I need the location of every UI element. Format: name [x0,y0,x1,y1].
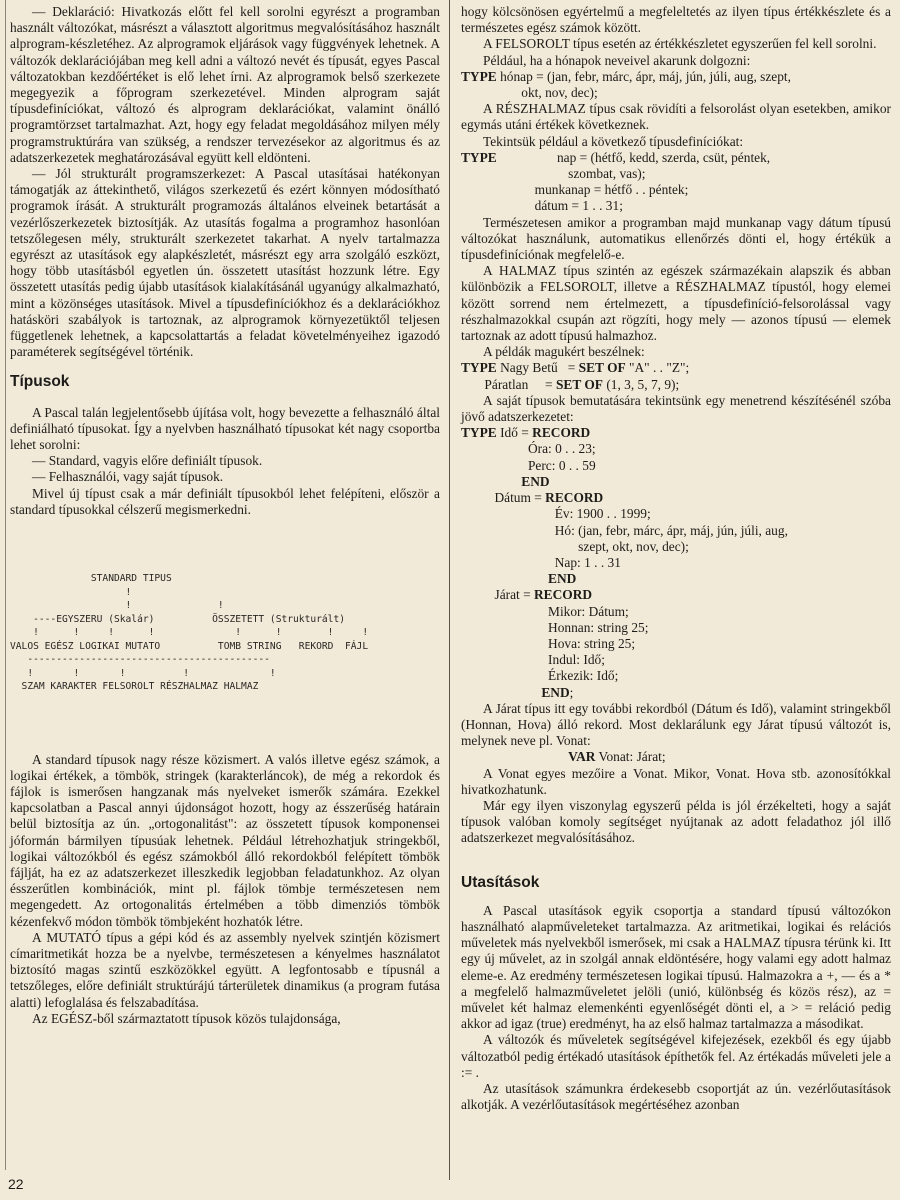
list-item-felhasznaloi: — Felhasználói, vagy saját típusok. [32,469,224,485]
paragraph-jarat: A Járat típus itt egy további rekordból (Dátum és Idő), valamint stringekből (Honnan, Hova) álló rekord. Most deklarálunk egy Járat típusú változót is, melynek neve pl. Vonat: [461,700,891,749]
code-honap: TYPE hónap = (jan, febr, márc, ápr, máj, jún, júli, aug, szept, okt, nov, dec); [461,68,792,101]
paragraph-vonat: A Vonat egyes mezőire a Vonat. Mikor, Vonat. Hova stb. azonosítókkal hivatkozhatunk. [461,765,891,797]
paragraph-reszhalmaz: A RÉSZHALMAZ típus csak rövidíti a felsorolást olyan esetekben, amikor egymás utáni értékek következnek. [461,101,891,133]
paragraph-deklaracio: — Deklaráció: Hivatkozás előtt fel kell sorolni egyrészt a programban használt változókat, másrészt a választott algoritmus megvalósításához használt alprogram-készletéhez. Az alprogramok eljárások vagy függvények lehetnek. A változók deklarációjában meg kell adni a változó nevét és típusát, egyes Pascal változatokban kezdőértéket is elő lehet írni. Az alprogramok belső szerkezete megegyezik a főprogram szerkezetével. Minden alprogram saját típusdefiníciókat, változó és alprogram deklarációkat, valamint önálló programtörzset tartalmazhat. Azt, hogy egy feladat megoldásához milyen mély programstruktúrára van szükség, a rendszer tervezésekor az algoritmus és az adatszerkezetek meghatározásával együtt kell eldönteni. [10,4,440,165]
paragraph-vezerlo: Az utasítások számunkra érdekesebb csoportját az ún. vezérlőutasítások alkotják. A vezérlőutasítások megértéséhez azonban [461,1081,891,1113]
page-number: 22 [8,1176,24,1192]
paragraph-sajat-tipusok: Már egy ilyen viszonylag egyszerű példa is jól érzékelteti, hogy a saját típusok valóban komoly segítséget nyújtanak az adott feladathoz jól illő adatszerkezet megvalósításához. [461,797,891,846]
paragraph-felsorolt: A FELSOROLT típus esetén az értékkészletet egyszerűen fel kell sorolni. [483,36,877,52]
paragraph-menetrend: A saját típusok bemutatására tekintsünk egy menetrend készítésénél szóba jövő adatszerkezetet: [461,392,891,425]
code-nap: TYPE nap = (hétfő, kedd, szerda, csüt, péntek, szombat, vas); munkanap = hétfő . . péntek; dátum = 1 . . 31; [461,149,771,214]
column-divider [449,0,450,1180]
paragraph-utasitasok: A Pascal utasítások egyik csoportja a standard típusú változókon használható alapműveleteket tartalmazza. Az aritmetikai, logikai és relációs műveletek más nyelvekből ismerősek, mi csak a HALMAZ típusra térünk ki. Itt egy új művelet, az in szolgál annak eldöntésére, hogy valami egy adott halmaz eleme-e. Az eredmény természetesen logikai típusú. Halmazokra a +, — és a * a megfelelő halmazműveletet jelöli (unió, különbség és közös rész), az = művelet két halmaz elemenkénti egyenlőségét dönti el, a > = reláció pedig akkor ad igaz (true) eredményt, ha az első halmaz tartalmazza a másodikat. [461,902,891,1032]
paragraph-kifejezesek: A változók és műveletek segítségével kifejezések, ezekből és egy újabb változatból pedig értékadó utasítások építhetők fel. Az értékadás műveleti jele a := . [461,1032,891,1080]
paragraph-tipusok-intro: A Pascal talán legjelentősebb újítása volt, hogy bevezette a felhasználó által definiálható típusokat. Így a nyelvben használható típusokat két nagy csoportba lehet sorolni: [10,404,440,453]
code-record: TYPE Idő = RECORD Óra: 0 . . 23; Perc: 0 . . 59 END Dátum = RECORD Év: 1900 . . 1999; Hó: (jan, febr, márc, ápr, máj, jún, júli, aug, szept, okt, nov, dec); Nap: 1 . . 31 END Járat = RECORD Mikor: Dátum; Honnan: string 25; Hova: string 25; Indul: Idő; Érkezik: Idő; END; [461,425,788,700]
paragraph-peldak: A példák magukért beszélnek: [483,344,645,360]
code-set: TYPE Nagy Betű = SET OF "A" . . "Z"; Páratlan = SET OF (1, 3, 5, 7, 9); [461,360,690,392]
paragraph-mutato: A MUTATÓ típus a gépi kód és az assembly nyelvek szintjén közismert címaritmetikát hozza be a nyelvbe, természetesen a kényelmes használatot biztosító magas szintű eszközökkel együtt. A legfontosabb e típusnál a tetszőleges, előre definiált struktúrájú tárterületek dinamikus (a program futása alatti) lefoglalása és felszabadítása. [10,929,440,1010]
paragraph-ellenorzes: Természetesen amikor a programban majd munkanap vagy dátum típusú változókat használunk, automatikus ellenőrzés dönti el, hogy értékük a típusdefiníciónak megfelelő-e. [461,214,891,263]
left-column [10,4,440,1027]
paragraph-standard-tipusok: A standard típusok nagy része közismert. A valós illetve egész számok, a logikai értékek, a tömbök, stringek (karakterláncok), de még a rekordok és fájlok is ismerősen hangzanak más nyelveket ismerők számára. Ezekkel kapcsolatban a Pascal annyi újdonságot hozott, hogy az ésszerűség határain belül biztosítja az ún. „ortogonalitást": az összetett típusok komponensei jóformán bármilyen típusúak lehetnek. Például létrehozhatjuk stringekből, logikai változókból és egész számokból álló rekordokból felépített tömbök fájlját, ha ez az adatszerkezet illeszkedik legjobban feladatunkhoz. Az olyan ésszerűtlen kombinációk, mint pl. fájlok tömbje természetesen nem megengedett. Az ortogonalitás értelmében a több dimenziós tömbök kézenfekvő módon tömbök tömbjeként hozhatók létre. [10,751,440,929]
right-column [461,4,891,1113]
paragraph-egesz: Az EGÉSZ-ből származtatott típusok közös tulajdonsága, [32,1010,341,1026]
paragraph-strukturalt: — Jól strukturált programszerkezet: A Pascal utasításai hatékonyan támogatják az áttekinthető, világos szerkezetű és ezért könnyen módosítható programok írását. A strukturált programozás általános elveinek betartását a vezérlőszerkezetek biztosítják. Az utasítás fogalma a programhoz hasonlóan tetszőlegesen mély, strukturált szerkezetet takarhat. A nyelv tartalmazza egyrészt az utasítások egy alapkészletét, másrészt egy arra szolgáló eszközt, hogy több utasításból egyetlen ún. összetett utasítást hozzunk létre. Egy összetett utasítás pedig újabb utasítások kialakításánál ugyanúgy alkalmazható, mint a közönséges utasítások. Mivel a típusdefiníciókhoz és a deklarációkhoz hatásköri szabályok is tartoznak, az alprogramok környezetüktől teljesen függetlenek lehetnek, a kapcsolattartás a feladat követelményeihez igazodó paraméterek segítségével történik. [10,166,440,360]
section-heading-tipusok: Típusok [10,373,70,391]
paragraph-pelda-honap: Például, ha a hónapok neveivel akarunk dolgozni: [483,52,751,68]
paragraph-halmaz: A HALMAZ típus szintén az egészek származékain alapszik és abban különbözik a FELSOROLT, illetve a RÉSZHALMAZ típustól, hogy elemei között sorrend nem értelmezett, a típusdefiníció-felsorolással vagy részhalmazokkal csupán azt rögzíti, hogy mely — azonos típusú — elemek tartoznak az adott típusú halmazhoz. [461,263,891,344]
type-hierarchy-diagram: STANDARD TIPUS ! ! ! ----EGYSZERU (Skalár) ÖSSZETETT (Strukturált) ! ! ! ! ! ! ! ! VALOS EGÉSZ LOGIKAI MUTATO TOMB STRING REKORD FÁJL ------------------------------------------ ! ! ! ! ! SZAM KARAKTER FELSOROLT RÉSZHALMAZ HALMAZ [10,573,369,693]
paragraph-tekintsuk: Tekintsük például a következő típusdefiníciókat: [483,133,744,149]
paragraph-continued: hogy kölcsönösen egyértelmű a megfeleltetés az ilyen típus értékkészlete és a természetes egész számok között. [461,4,891,36]
list-item-standard: — Standard, vagyis előre definiált típusok. [32,453,263,469]
section-heading-utasitasok: Utasítások [461,873,540,891]
page-edge [5,0,6,1170]
code-var: VAR Vonat: Járat; [568,749,666,765]
paragraph-uj-tipus: Mivel új típust csak a már definiált típusokból lehet felépíteni, először a standard típusokkal célszerű megismerkedni. [10,485,440,517]
